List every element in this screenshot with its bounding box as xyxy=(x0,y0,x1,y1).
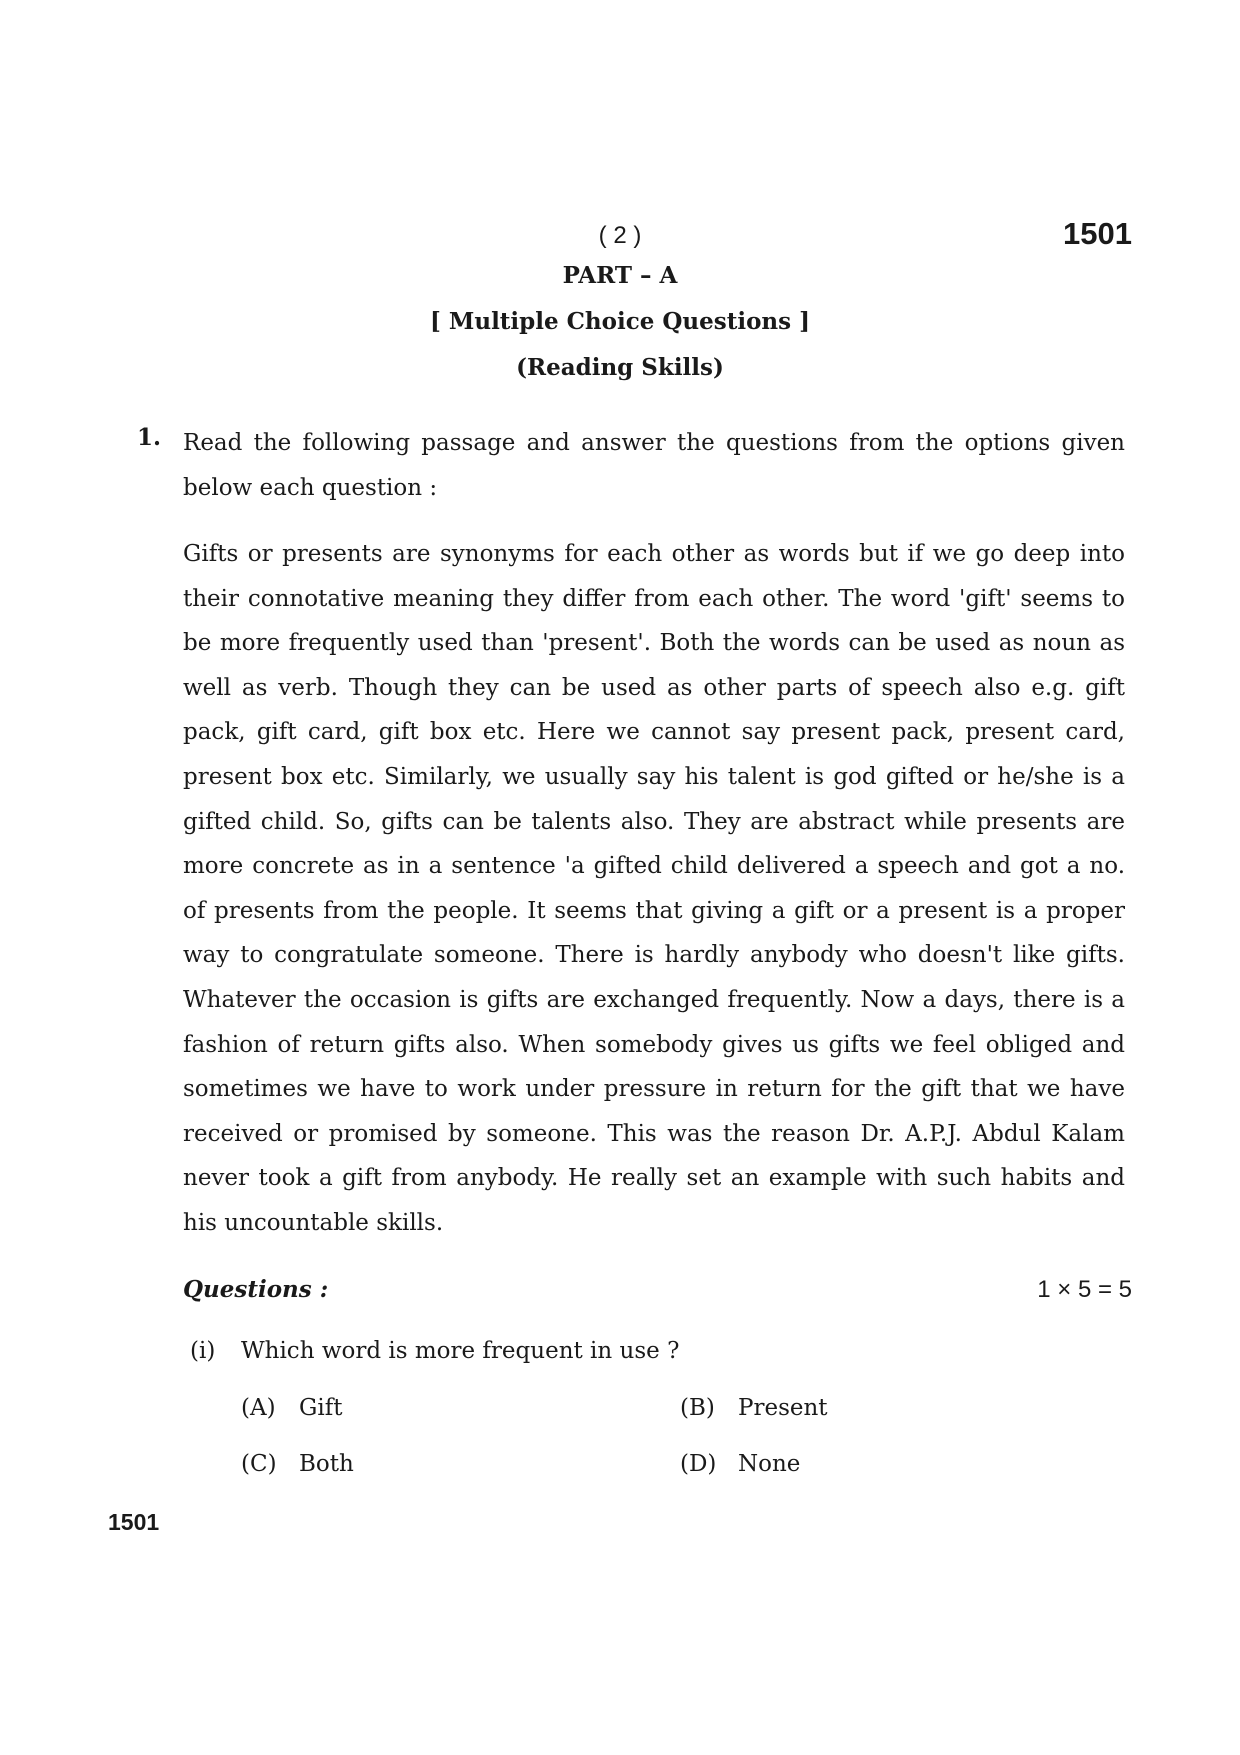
questions-label: Questions : xyxy=(183,1276,329,1303)
paper-code-top: 1501 xyxy=(1063,216,1132,251)
option-letter: (C) xyxy=(241,1451,277,1477)
option-text: Both xyxy=(299,1451,354,1477)
part-heading: PART – A xyxy=(562,262,678,289)
option-letter: (B) xyxy=(680,1395,715,1421)
paper-code-bottom: 1501 xyxy=(108,1509,160,1535)
option-text: Present xyxy=(738,1395,828,1421)
option-letter: (D) xyxy=(680,1451,717,1477)
option-a xyxy=(241,1395,342,1421)
page-number: ( 2 ) xyxy=(598,222,642,249)
option-text: None xyxy=(738,1451,801,1477)
option-b xyxy=(680,1395,828,1421)
section-heading: [ Multiple Choice Questions ] xyxy=(430,308,810,335)
question-number: 1. xyxy=(137,424,162,451)
option-letter: (A) xyxy=(241,1395,276,1421)
sub-question-number: (i) xyxy=(190,1338,216,1364)
skill-heading: (Reading Skills) xyxy=(516,354,724,381)
question-instruction: Read the following passage and answer the questions from the options given below each question : xyxy=(183,430,1125,501)
sub-question-text: Which word is more frequent in use ? xyxy=(241,1338,680,1364)
option-text: Gift xyxy=(299,1395,343,1421)
reading-passage: Gifts or presents are synonyms for each other as words but if we go deep into their connotative meaning they differ from each other. The word 'gift' seems to be more frequently used than 'present'. Both the words can be used as noun as well as verb. Though they can be used as other parts of speech also e.g. gift pack, gift card, gift box etc. Here we cannot say present pack, present card, present box etc. Similarly, we usually say his talent is god gifted or he/she is a gifted child. So, gifts can be talents also. They are abstract while presents are more concrete as in a sentence 'a gifted child delivered a speech and got a no. of presents from the people. It seems that giving a gift or a present is a proper way to congratulate someone. There is hardly anybody who doesn't like gifts. Whatever the occasion is gifts are exchanged frequently. Now a days, there is a fashion of return gifts also. When somebody gives us gifts we feel obliged and sometimes we have to work under pressure in return for the gift that we have received or promised by someone. This was the reason Dr. A.P.J. Abdul Kalam never took a gift from anybody. He really set an example with such habits and his uncountable skills. xyxy=(183,541,1125,1236)
marks-allocation: 1 × 5 = 5 xyxy=(1037,1276,1132,1303)
option-d xyxy=(680,1451,800,1477)
option-c xyxy=(241,1451,354,1477)
